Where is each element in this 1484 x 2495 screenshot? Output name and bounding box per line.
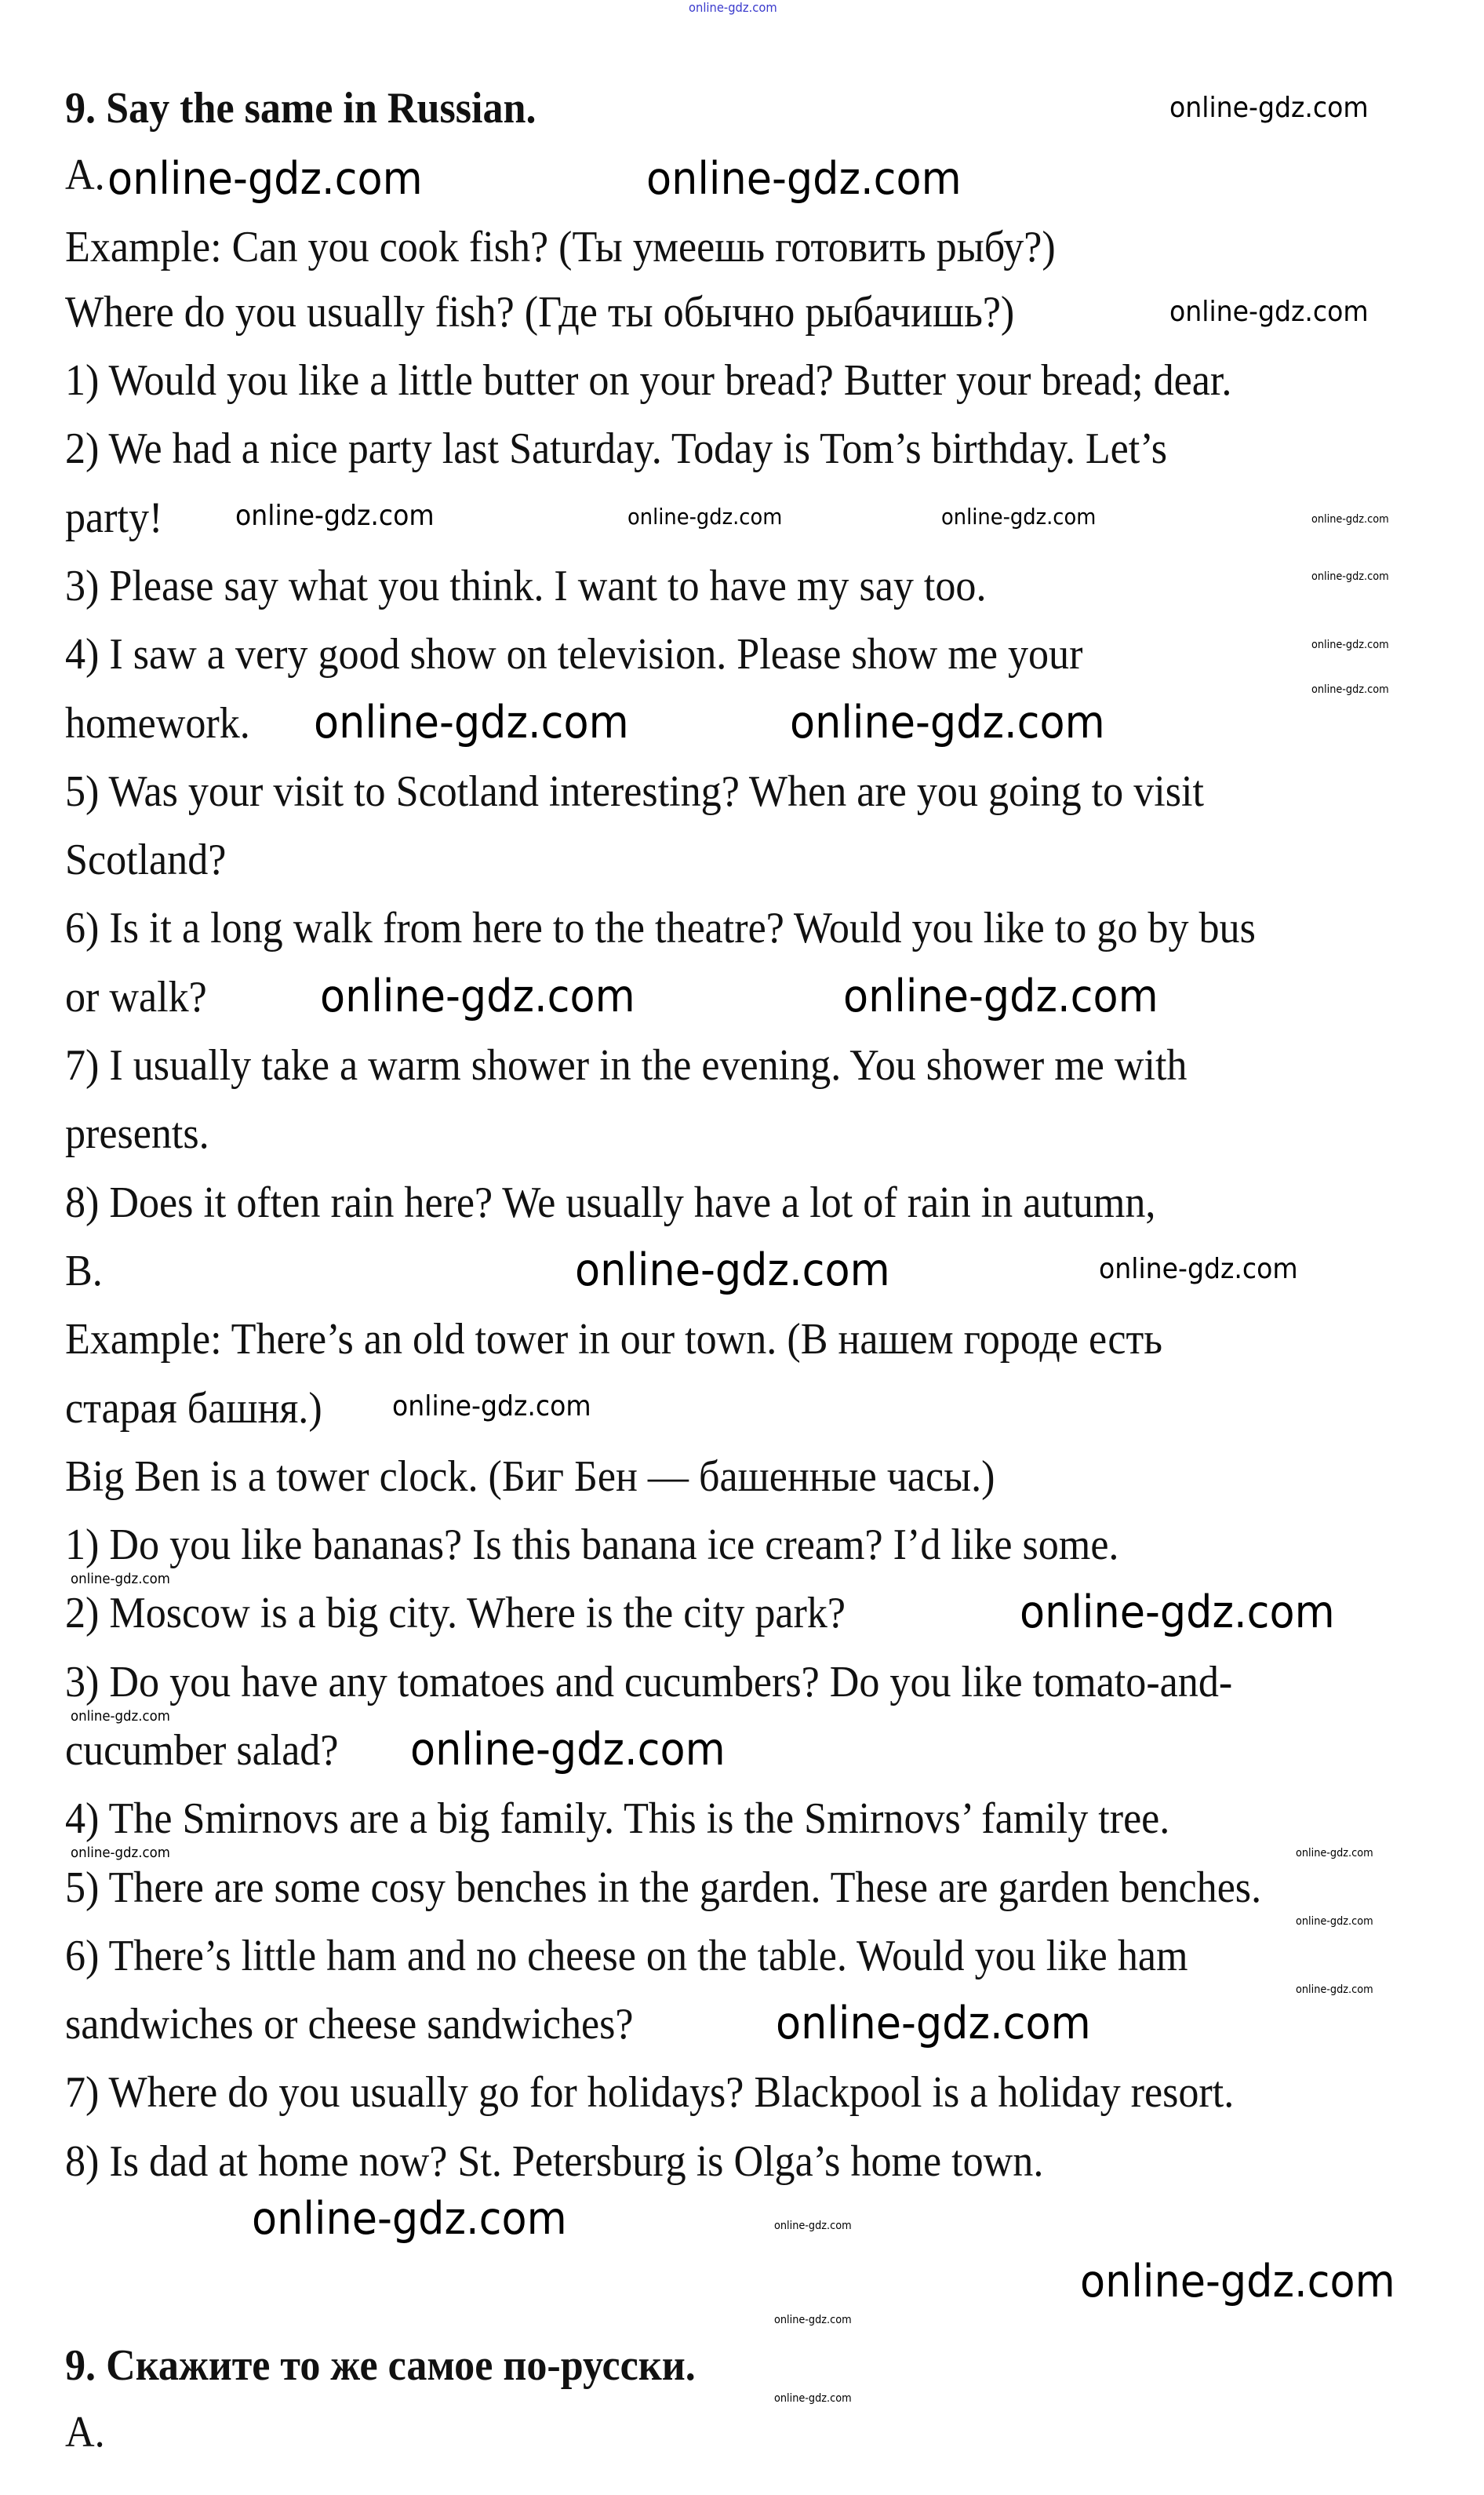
text-line: 1) Do you like bananas? Is this banana ice cream? I’d like some. <box>65 1521 1119 1569</box>
watermark: online-gdz.com <box>1311 570 1389 583</box>
text-line: B. <box>65 1247 103 1295</box>
watermark: online-gdz.com <box>1311 683 1389 696</box>
text-line: A. <box>65 151 105 199</box>
watermark: online-gdz.com <box>71 1845 170 1861</box>
watermark: online-gdz.com <box>941 504 1097 530</box>
watermark: online-gdz.com <box>646 153 962 205</box>
text-line: 4) The Smirnovs are a big family. This is the Smirnovs’ family tree. <box>65 1794 1170 1843</box>
text-line: Example: There’s an old tower in our town. (В нашем городе есть <box>65 1315 1162 1364</box>
text-line: 8) Is dad at home now? St. Petersburg is Olga’s home town. <box>65 2137 1044 2186</box>
text-line: 7) Where do you usually go for holidays? Blackpool is a holiday resort. <box>65 2068 1235 2117</box>
text-line: cucumber salad? <box>65 1726 339 1775</box>
text-line: 4) I saw a very good show on television. Please show me your <box>65 630 1083 679</box>
text-line: 6) There’s little ham and no cheese on the table. Would you like ham <box>65 1932 1188 1980</box>
watermark: online-gdz.com <box>410 1724 726 1776</box>
watermark: online-gdz.com <box>392 1390 591 1422</box>
text-line: A. <box>65 2408 105 2457</box>
watermark: online-gdz.com <box>1296 1847 1373 1859</box>
watermark: online-gdz.com <box>71 1708 170 1725</box>
text-line: 1) Would you like a little butter on your bread? Butter your bread; dear. <box>65 356 1232 405</box>
text-line: 8) Does it often rain here? We usually have a lot of rain in autumn, <box>65 1178 1156 1227</box>
exercise-heading: 9. Скажите то же самое по-русски. <box>65 2341 696 2390</box>
watermark: online-gdz.com <box>1296 1915 1373 1928</box>
text-line: 5) There are some cosy benches in the garden. These are garden benches. <box>65 1863 1262 1912</box>
watermark: online-gdz.com <box>107 153 423 205</box>
text-line: Where do you usually fish? (Где ты обычно рыбачишь?) <box>65 288 1015 337</box>
text-line: 2) We had a nice party last Saturday. Today is Tom’s birthday. Let’s <box>65 424 1167 473</box>
text-line: старая башня.) <box>65 1384 322 1433</box>
watermark: online-gdz.com <box>1169 296 1369 328</box>
watermark: online-gdz.com <box>790 697 1105 748</box>
text-line: Big Ben is a tower clock. (Биг Бен — башенные часы.) <box>65 1452 995 1501</box>
exercise-heading: 9. Say the same in Russian. <box>65 84 536 133</box>
watermark: online-gdz.com <box>774 2314 852 2326</box>
top-watermark: online-gdz.com <box>689 0 777 15</box>
text-line: 5) Was your visit to Scotland interesting? When are you going to visit <box>65 767 1204 816</box>
text-line: party! <box>65 494 163 542</box>
watermark: online-gdz.com <box>1020 1586 1335 1638</box>
watermark: online-gdz.com <box>1080 2256 1395 2307</box>
text-line: Scotland? <box>65 836 227 884</box>
watermark: online-gdz.com <box>1099 1253 1298 1285</box>
watermark: online-gdz.com <box>1311 513 1389 526</box>
text-line: sandwiches or cheese sandwiches? <box>65 2000 634 2049</box>
watermark: online-gdz.com <box>71 1571 170 1587</box>
text-line: 7) I usually take a warm shower in the evening. You shower me with <box>65 1041 1188 1090</box>
watermark: online-gdz.com <box>774 2220 852 2232</box>
watermark: online-gdz.com <box>575 1244 890 1296</box>
watermark: online-gdz.com <box>776 1998 1091 2049</box>
watermark: online-gdz.com <box>235 500 435 532</box>
watermark: online-gdz.com <box>314 697 629 748</box>
watermark: online-gdz.com <box>1311 639 1389 651</box>
watermark: online-gdz.com <box>252 2193 567 2245</box>
watermark: online-gdz.com <box>627 504 783 530</box>
text-line: 2) Moscow is a big city. Where is the city park? <box>65 1589 846 1637</box>
text-line: presents. <box>65 1109 209 1158</box>
text-line: homework. <box>65 699 250 748</box>
watermark: online-gdz.com <box>1296 1983 1373 1996</box>
text-line: 3) Please say what you think. I want to have my say too. <box>65 562 987 610</box>
text-line: Example: Can you cook fish? (Ты умеешь готовить рыбу?) <box>65 223 1056 271</box>
watermark: online-gdz.com <box>774 2392 852 2405</box>
watermark: online-gdz.com <box>320 971 635 1022</box>
text-line: 3) Do you have any tomatoes and cucumbers? Do you like tomato-and- <box>65 1658 1233 1706</box>
watermark: online-gdz.com <box>843 971 1158 1022</box>
text-line: or walk? <box>65 973 207 1022</box>
text-line: 6) Is it a long walk from here to the theatre? Would you like to go by bus <box>65 904 1256 952</box>
watermark: online-gdz.com <box>1169 92 1369 124</box>
